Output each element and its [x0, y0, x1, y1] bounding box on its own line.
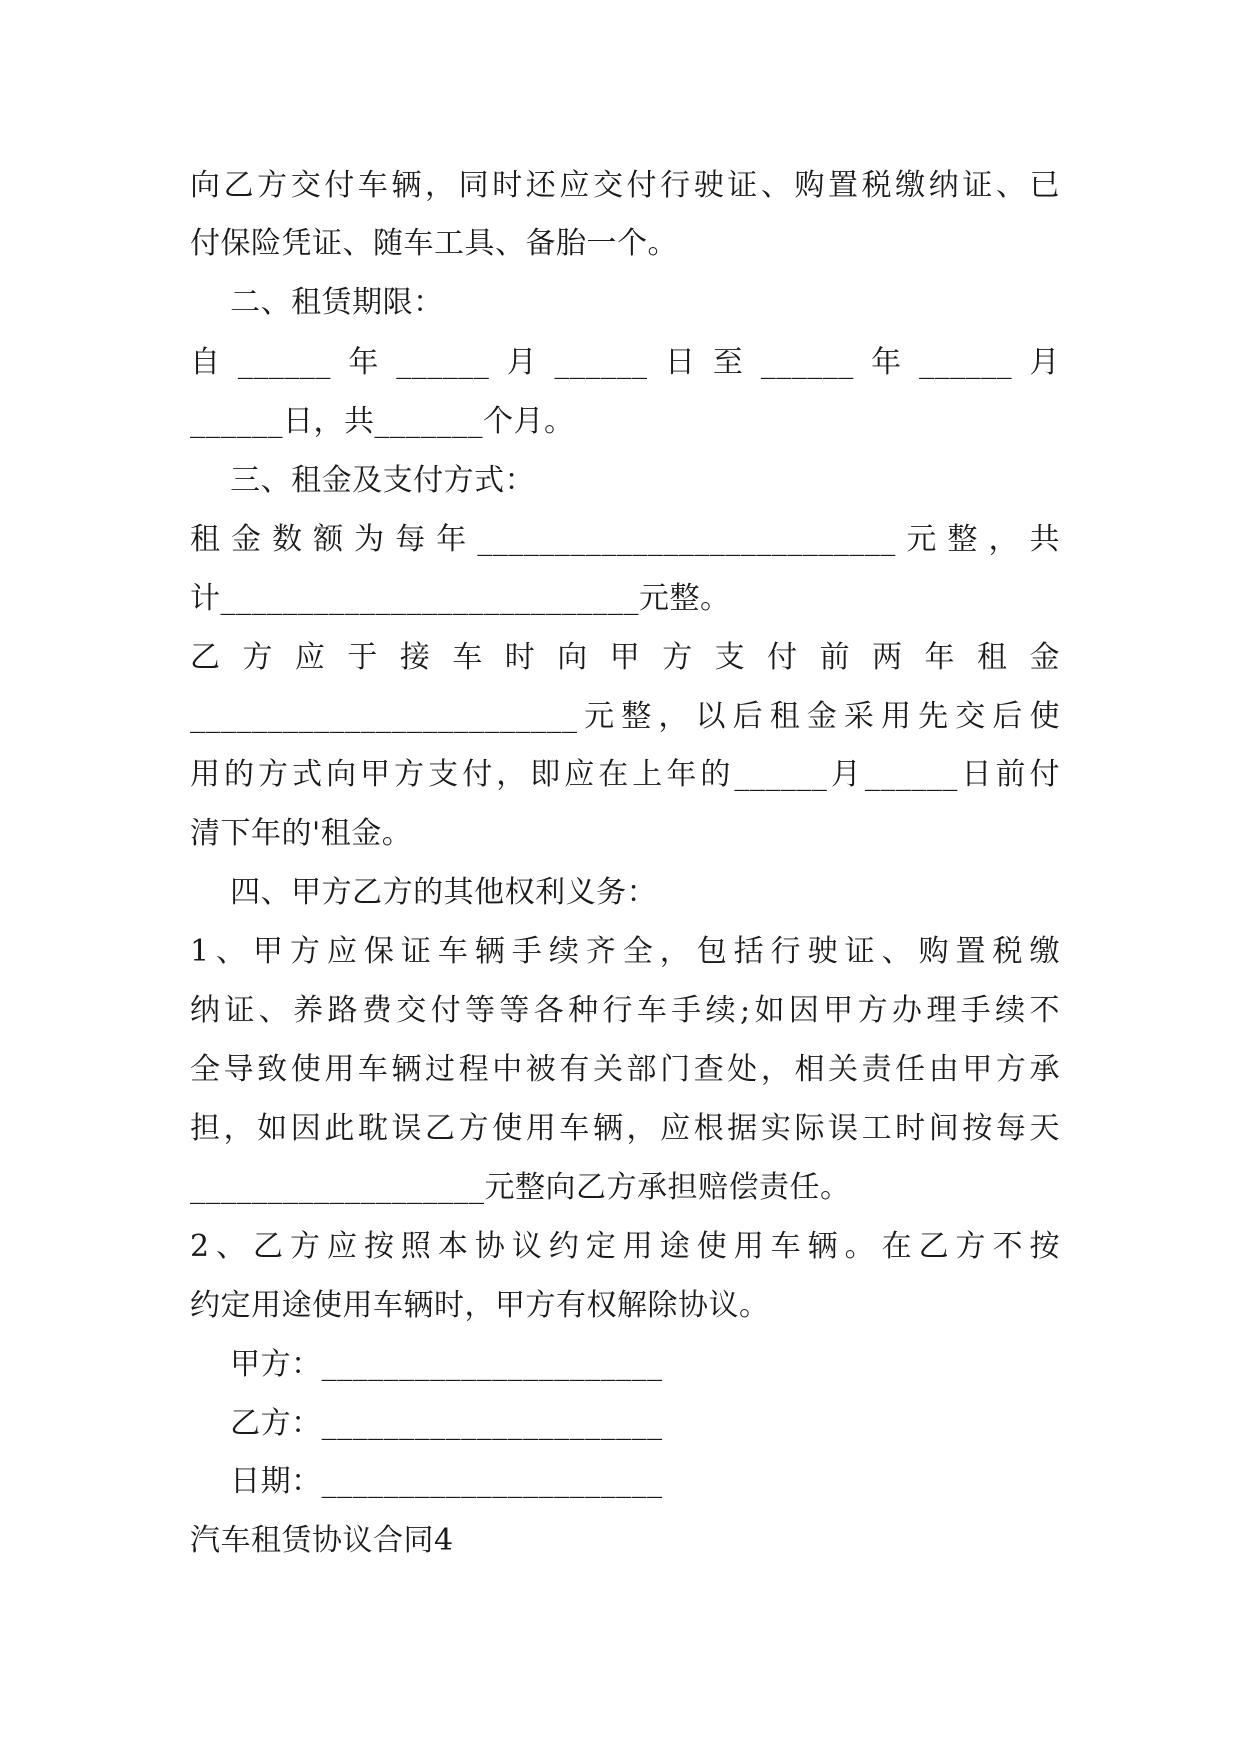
- signature-party-a: 甲方：______________________: [190, 1347, 663, 1382]
- clause-1-line-4: 担，如因此耽误乙方使用车辆，应根据实际误工时间按每天: [190, 1111, 1060, 1146]
- text-line-prepay-amount: _________________________元整，以后租金采用先交后使: [190, 699, 1060, 734]
- clause-2-line-1: 2、乙方应按照本协议约定用途使用车辆。在乙方不按: [190, 1229, 1060, 1264]
- text-line-prepay: 乙 方 应 于 接 车 时 向 甲 方 支 付 前 两 年 租 金: [190, 640, 1060, 675]
- section-heading-lease-term: 二、租赁期限：: [190, 285, 444, 320]
- text-line-next-year: 清下年的'租金。: [190, 816, 413, 851]
- text-line-rent-total: 计___________________________元整。: [190, 581, 731, 616]
- text-line-2: 付保险凭证、随车工具、备胎一个。: [190, 226, 678, 261]
- signature-party-b: 乙方：______________________: [190, 1406, 663, 1441]
- next-document-title: 汽车租赁协议合同4: [190, 1523, 454, 1558]
- clause-1-line-2: 纳证、养路费交付等等各种行车手续;如因甲方办理手续不: [190, 993, 1060, 1028]
- text-line-payment-method: 用的方式向甲方支付，即应在上年的______月______日前付: [190, 757, 1060, 792]
- text-line-lease-months: ______日，共_______个月。: [190, 404, 575, 439]
- section-heading-rent: 三、租金及支付方式：: [190, 463, 536, 498]
- text-line-1: 向乙方交付车辆，同时还应交付行驶证、购置税缴纳证、已: [190, 168, 1060, 203]
- clause-1-line-1: 1、甲方应保证车辆手续齐全，包括行驶证、购置税缴: [190, 934, 1060, 969]
- clause-1-line-5: ___________________元整向乙方承担赔偿责任。: [190, 1170, 851, 1205]
- text-line-rent-amount: 租金数额为每年___________________________元整，共: [190, 522, 1060, 557]
- signature-date: 日期：______________________: [190, 1464, 663, 1499]
- text-line-lease-dates: 自______年______月______日至______年______月: [190, 345, 1060, 380]
- clause-1-line-3: 全导致使用车辆过程中被有关部门查处，相关责任由甲方承: [190, 1052, 1060, 1087]
- section-heading-rights: 四、甲方乙方的其他权利义务：: [190, 875, 658, 910]
- clause-2-line-2: 约定用途使用车辆时，甲方有权解除协议。: [190, 1288, 770, 1323]
